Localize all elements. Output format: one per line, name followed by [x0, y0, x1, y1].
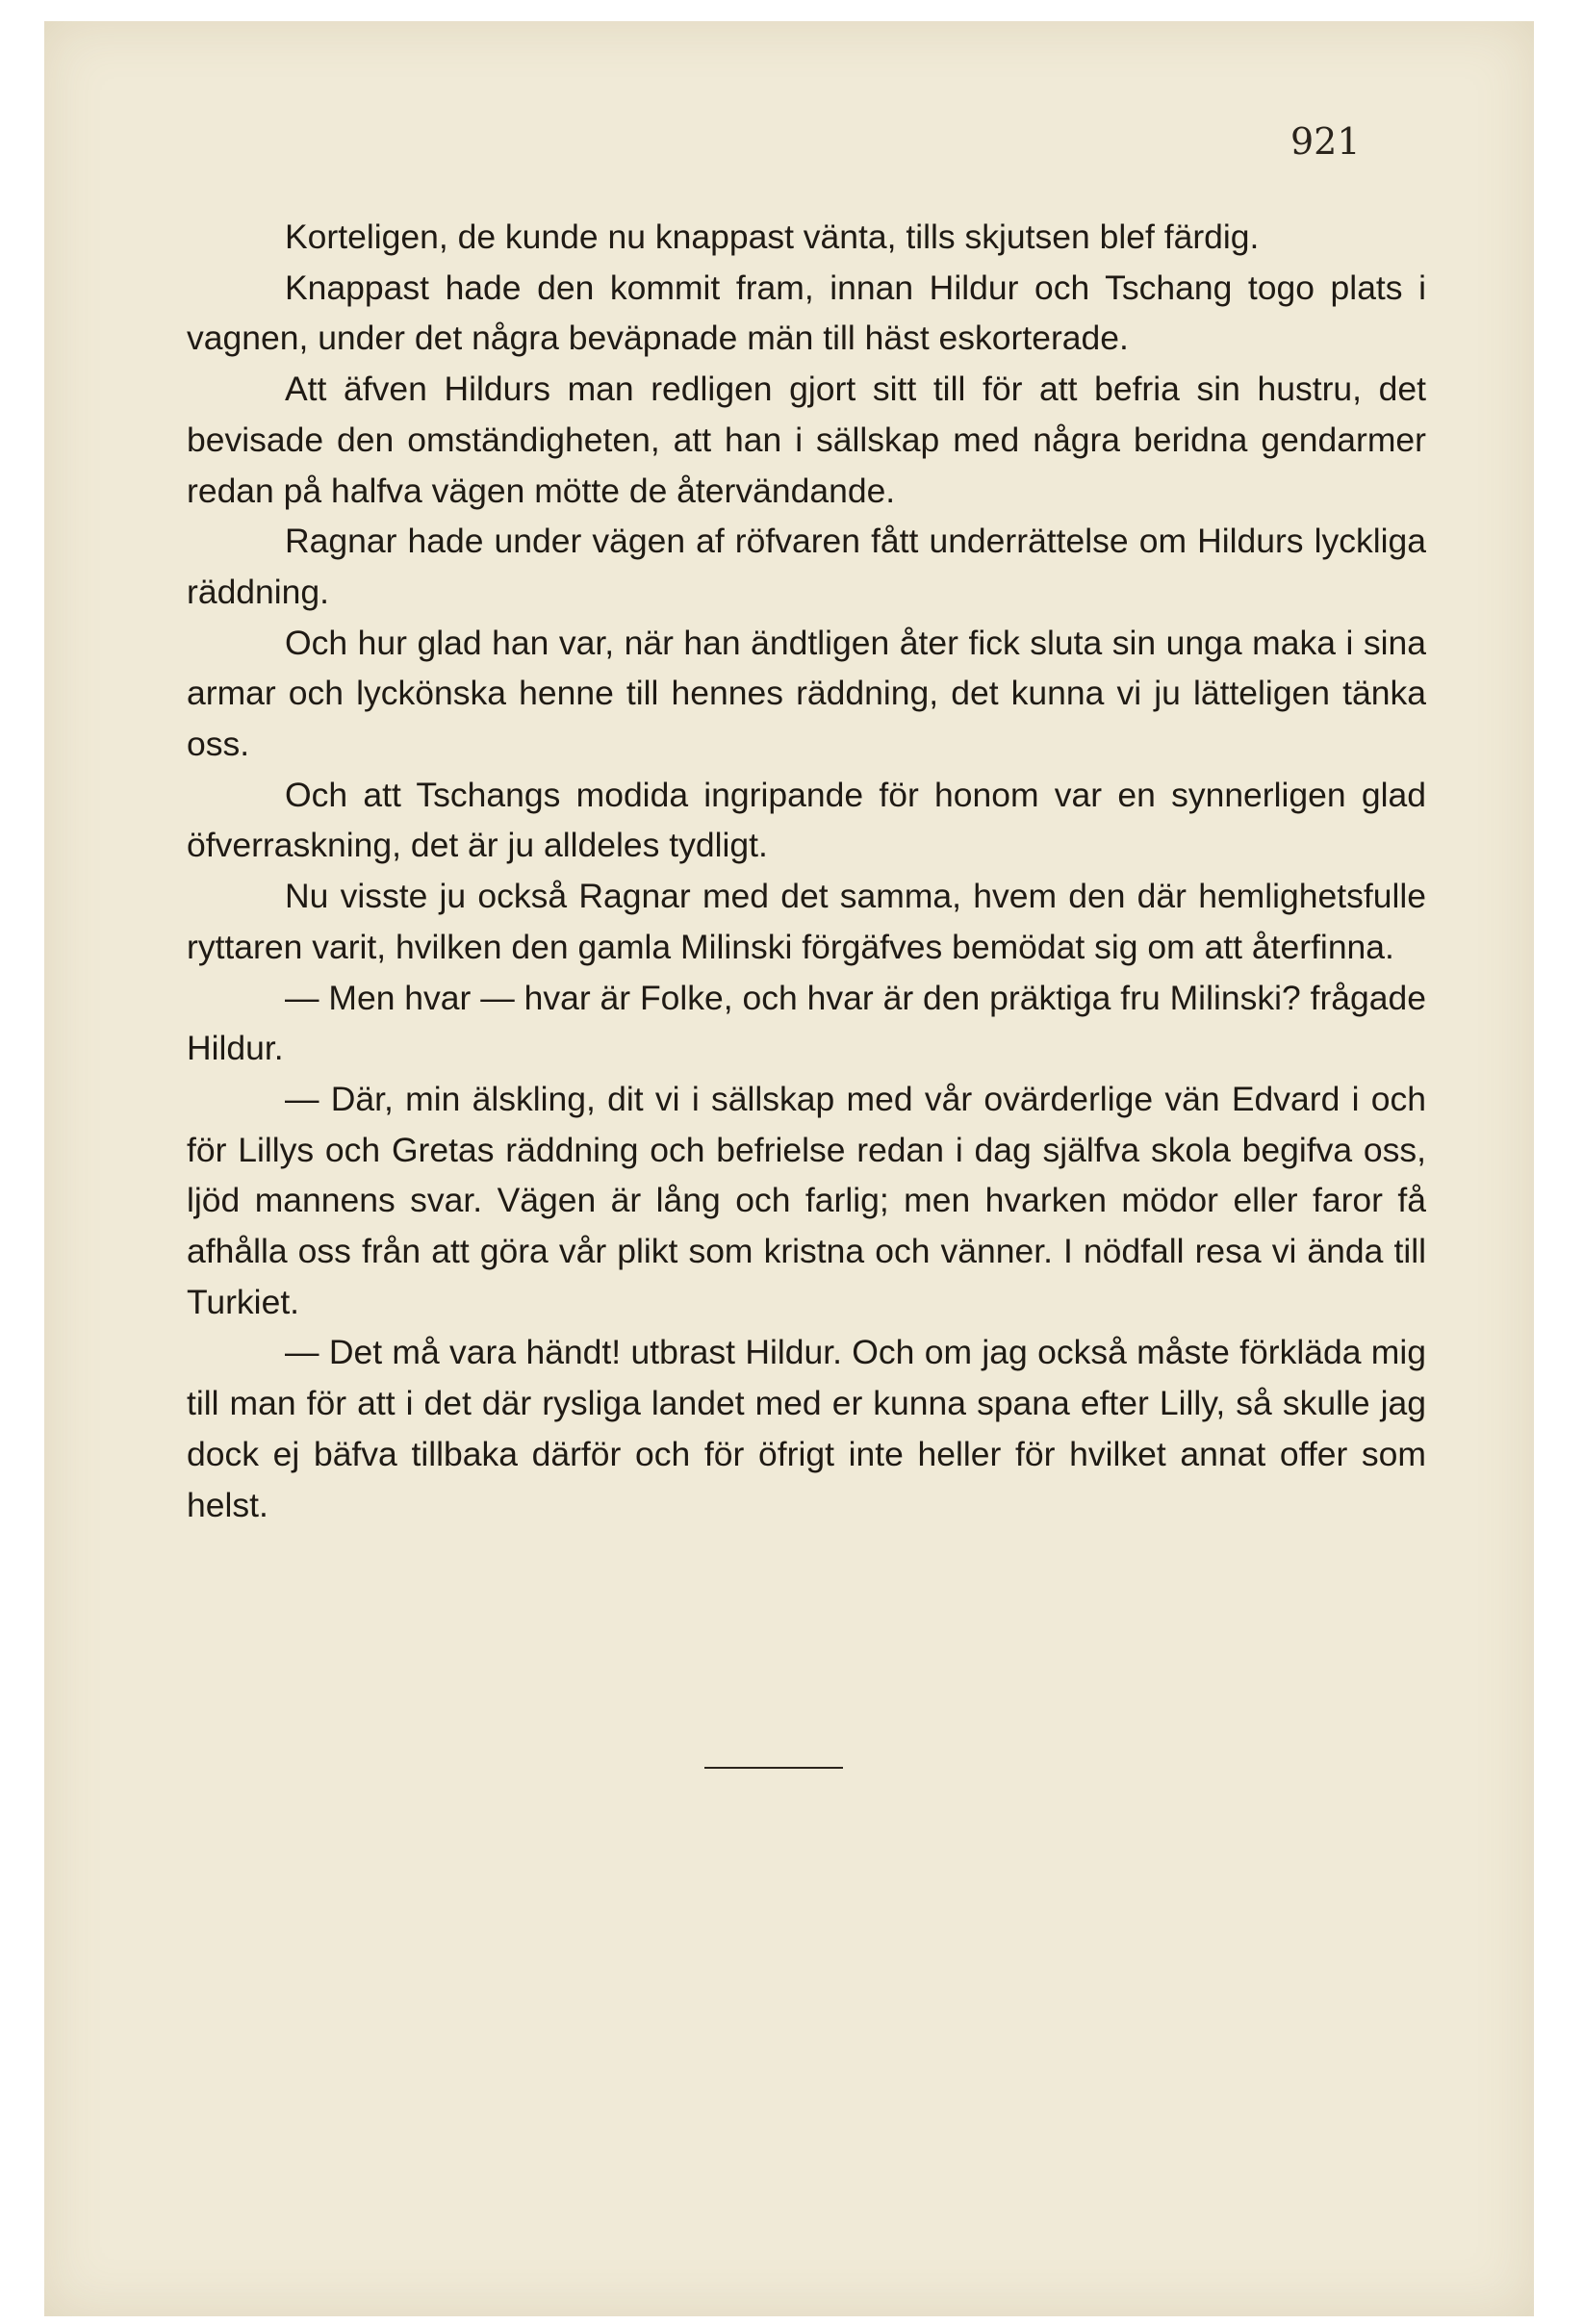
- section-end-rule: [704, 1767, 843, 1769]
- paragraph: Korteligen, de kunde nu knappast vänta, tills skjutsen blef färdig.: [285, 217, 1260, 256]
- paragraph: Att äfven Hildurs man redligen gjort sitt till för att befria sin hustru, det bevisade den omständigheten, att han i sällskap med några beridna gendarmer redan på halfva vägen mötte de återvändande.: [187, 370, 1426, 510]
- page-number: 921: [1290, 120, 1361, 163]
- paragraph: Knappast hade den kommit fram, innan Hildur och Tschang togo plats i vagnen, under det några beväpnade män till häst eskorterade.: [187, 268, 1426, 358]
- paragraph: Ragnar hade under vägen af röfvaren fått underrättelse om Hildurs lyckliga räddning.: [187, 522, 1426, 611]
- paragraph: Och hur glad han var, när han ändtligen åter fick sluta sin unga maka i sina armar och lyckönska henne till hennes räddning, det kunna vi ju lätteligen tänka oss.: [187, 623, 1426, 764]
- paragraph: Nu visste ju också Ragnar med det samma, hvem den där hemlighetsfulle ryttaren varit, hvilken den gamla Milinski förgäfves bemödat sig om att återfinna.: [187, 877, 1426, 966]
- paragraph: — Där, min älskling, dit vi i sällskap med vår ovärderlige vän Edvard i och för Lillys och Gretas räddning och befrielse redan i dag själfva skola begifva oss, ljöd mannens svar. Vägen är lång och farlig; men hvarken mödor eller faror få afhålla oss från att göra vår plikt som kristna och vänner. I nödfall resa vi ända till Turkiet.: [187, 1079, 1426, 1321]
- paragraph: — Men hvar — hvar är Folke, och hvar är den präktiga fru Milinski? frågade Hildur.: [187, 978, 1426, 1068]
- paragraph: Och att Tschangs modida ingripande för honom var en synnerligen glad öfverraskning, det är ju alldeles tydligt.: [187, 775, 1426, 865]
- book-page: [44, 21, 1534, 2316]
- paragraph: — Det må vara händt! utbrast Hildur. Och om jag också måste förkläda mig till man för att i det där rysliga landet med er kunna spana efter Lilly, så skulle jag dock ej bäfva tillbaka därför och för öfrigt inte heller för hvilket annat offer som helst.: [187, 1333, 1426, 1524]
- body-text: [187, 212, 1426, 1530]
